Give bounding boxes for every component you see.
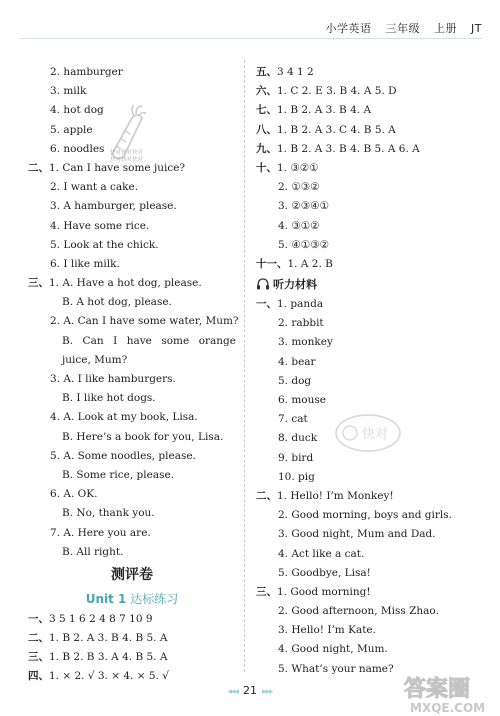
section-6: 六、1. C 2. E 3. B 4. A 5. D: [256, 85, 397, 98]
header-text: [316, 20, 482, 36]
list-item: 5. ④①③②: [278, 238, 330, 251]
left-column: [28, 63, 239, 687]
list-item: 3. ②③④①: [278, 200, 330, 213]
test-section-4: 四、1. × 2. √ 3. × 4. × 5. √: [28, 670, 169, 683]
headphones-icon: [256, 278, 270, 290]
list-item: 5. Look at the chick.: [50, 238, 159, 251]
list-item: 10. pig: [278, 470, 315, 483]
list-item: 5. dog: [278, 374, 312, 387]
section-5: 五、3 4 1 2: [256, 66, 314, 78]
section-label: 二、: [28, 161, 49, 174]
carrot-caption: 快对快对快对 快对快对快对: [110, 150, 144, 163]
list-item: 3. Good night, Mum and Dad.: [278, 528, 436, 541]
list-item: 2. Good morning, boys and girls.: [278, 509, 452, 522]
list-item: B. I like hot dogs.: [62, 392, 156, 405]
list-item: 4. ③①②: [278, 219, 320, 232]
page-header: [0, 0, 500, 40]
section-label: 三、: [28, 277, 49, 290]
header-grade: 三年级: [385, 22, 421, 35]
list-item: 5. A. Some noodles, please.: [50, 449, 196, 462]
header-edition: JT: [471, 22, 482, 35]
list-item: 3. Hello! I’m Kate.: [278, 624, 376, 637]
listening-section-3: 三、1. Good morning!: [256, 585, 371, 598]
list-item: 7. A. Here you are.: [50, 526, 151, 539]
section-11: 十一、1. A 2. B: [256, 257, 333, 270]
section-10: 十、1. ③②①: [256, 161, 319, 174]
list-item: 7. cat: [278, 413, 308, 426]
list-item: 2. rabbit: [278, 317, 324, 330]
section-9: 九、1. B 2. A 3. B 4. B 5. A 6. A: [256, 142, 420, 155]
list-item: 6. mouse: [278, 394, 326, 406]
page-number: 21: [243, 684, 257, 697]
list-item: B. Some rice, please.: [62, 468, 175, 481]
list-item: B. Can I have some orange: [62, 334, 236, 347]
svg-text:快对: 快对: [362, 427, 389, 442]
list-item: 2. I want a cake.: [50, 181, 139, 194]
header-rule: [20, 38, 482, 39]
test-title: 测评卷: [111, 566, 153, 583]
list-item: 4. Act like a cat.: [278, 547, 365, 560]
list-item: 8. duck: [278, 432, 318, 445]
prev-arrows-icon: ◂◂◂: [227, 687, 238, 697]
right-column: [256, 63, 486, 679]
list-item: B. No, thank you.: [62, 507, 155, 520]
kuaidui-stamp-icon: [332, 410, 404, 456]
list-item: 3. monkey: [278, 336, 333, 349]
list-item: 6. noodles: [50, 142, 105, 155]
list-item: 2. hamburger: [50, 66, 123, 78]
list-item: 6. I like milk.: [50, 257, 120, 270]
test-section-3: 三、1. B 2. B 3. A 4. B 5. A: [28, 651, 168, 664]
section-2: 二、1. Can I have some juice?: [28, 161, 186, 174]
list-item: 4. Have some rice.: [50, 219, 150, 232]
list-item: B. All right.: [62, 545, 124, 558]
list-item: 4. hot dog: [50, 104, 104, 117]
list-item: 6. A. OK.: [50, 488, 98, 501]
list-item: 5. Goodbye, Lisa!: [278, 566, 371, 579]
svg-text:答案圈: 答案圈: [404, 677, 471, 702]
list-item: 5. What’s your name?: [278, 662, 394, 675]
list-item: 3. A. I like hamburgers.: [50, 373, 176, 385]
list-item: 3. milk: [50, 85, 87, 98]
list-item: 2. A. Can I have some water, Mum?: [50, 315, 239, 328]
list-item: 5. apple: [50, 123, 93, 136]
list-item: B. A hot dog, please.: [62, 296, 172, 309]
list-item: juice, Mum?: [62, 353, 128, 366]
site-watermark-logo: [400, 672, 496, 716]
listening-section-1: 一、1. panda: [256, 298, 324, 311]
next-arrows-icon: ▸▸▸: [262, 687, 273, 697]
list-item: 4. A. Look at my book, Lisa.: [50, 411, 198, 424]
list-item: B. Here’s a book for you, Lisa.: [62, 430, 224, 443]
listening-title: 听力材料: [256, 274, 486, 295]
listening-section-2: 二、1. Hello! I’m Monkey!: [256, 489, 394, 502]
list-item: 2. Good afternoon, Miss Zhao.: [278, 605, 439, 618]
list-item: 2. ①③②: [278, 181, 320, 194]
header-subject: 小学英语: [325, 22, 372, 35]
unit-title: Unit 1 达标练习: [85, 591, 179, 606]
list-item: 4. Good night, Mum.: [278, 643, 388, 656]
column-divider: [244, 60, 245, 672]
svg-text:MXQE.COM: MXQE.COM: [410, 701, 486, 715]
header-volume: 上册: [434, 22, 458, 35]
list-item: 3. A hamburger, please.: [50, 200, 177, 213]
section-3: 三、1. A. Have a hot dog, please.: [28, 277, 202, 290]
section-7: 七、1. B 2. A 3. B 4. A: [256, 104, 372, 117]
list-item: 9. bird: [278, 451, 314, 464]
list-item: 4. bear: [278, 355, 316, 368]
section-8: 八、1. B 2. A 3. C 4. B 5. A: [256, 123, 396, 136]
test-section-2: 二、1. B 2. A 3. B 4. B 5. A: [28, 632, 168, 645]
test-section-1: 一、3 5 1 6 2 4 8 7 10 9: [28, 612, 153, 625]
